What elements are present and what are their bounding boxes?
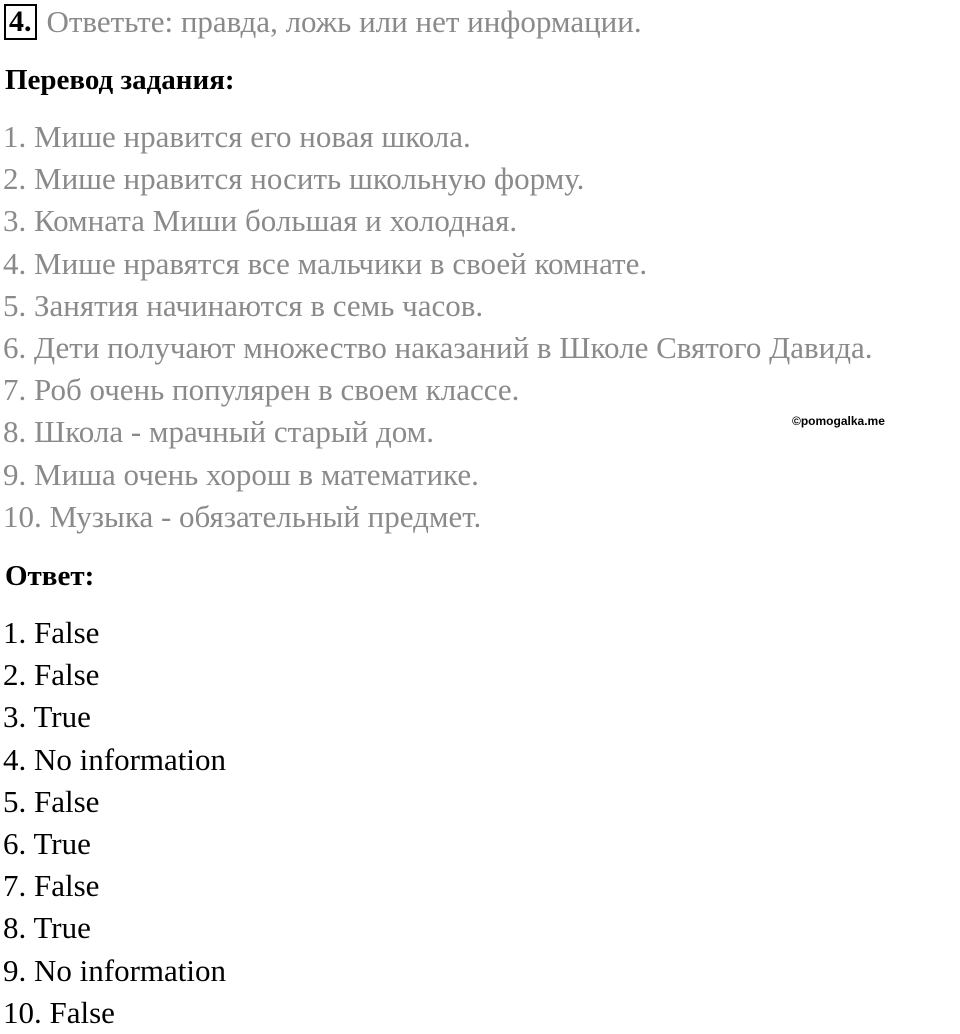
answer-item: 2. False	[3, 657, 100, 693]
translation-item: 4. Мише нравятся все мальчики в своей комнате.	[3, 245, 648, 281]
translation-item: 1. Мише нравится его новая школа.	[3, 119, 471, 154]
answer-item: 9. No information	[3, 952, 226, 988]
answer-item: 7. False	[3, 868, 100, 904]
task-instruction: Ответьте: правда, ложь или нет информации.	[46, 4, 642, 39]
answer-heading: Ответ:	[5, 560, 95, 592]
translation-item: 8. Школа - мрачный старый дом.	[3, 414, 435, 450]
translation-item: 9. Миша очень хорош в математике.	[3, 456, 479, 492]
watermark: ©pomogalka.me	[792, 414, 885, 428]
translation-item: 5. Занятия начинаются в семь часов.	[3, 287, 484, 323]
translation-item: 6. Дети получают множество наказаний в Школе Святого Давида.	[3, 329, 873, 365]
answer-item: 1. False	[3, 615, 100, 650]
translation-list	[3, 116, 873, 538]
answer-item: 3. True	[3, 699, 91, 735]
answer-item: 10. False	[3, 994, 115, 1030]
task-number-box: 4.	[4, 4, 37, 40]
answer-item: 5. False	[3, 783, 100, 819]
translation-item: 2. Мише нравится носить школьную форму.	[3, 161, 585, 197]
answer-item: 6. True	[3, 825, 91, 861]
translation-item: 10. Музыка - обязательный предмет.	[3, 498, 482, 534]
translation-item: 3. Комната Миши большая и холодная.	[3, 203, 518, 239]
translation-item: 7. Роб очень популярен в своем классе.	[3, 372, 520, 408]
translation-heading: Перевод задания:	[5, 64, 235, 96]
answer-item: 8. True	[3, 910, 91, 946]
task-header	[4, 4, 642, 40]
answer-list	[3, 612, 226, 1034]
answer-item: 4. No information	[3, 741, 226, 777]
